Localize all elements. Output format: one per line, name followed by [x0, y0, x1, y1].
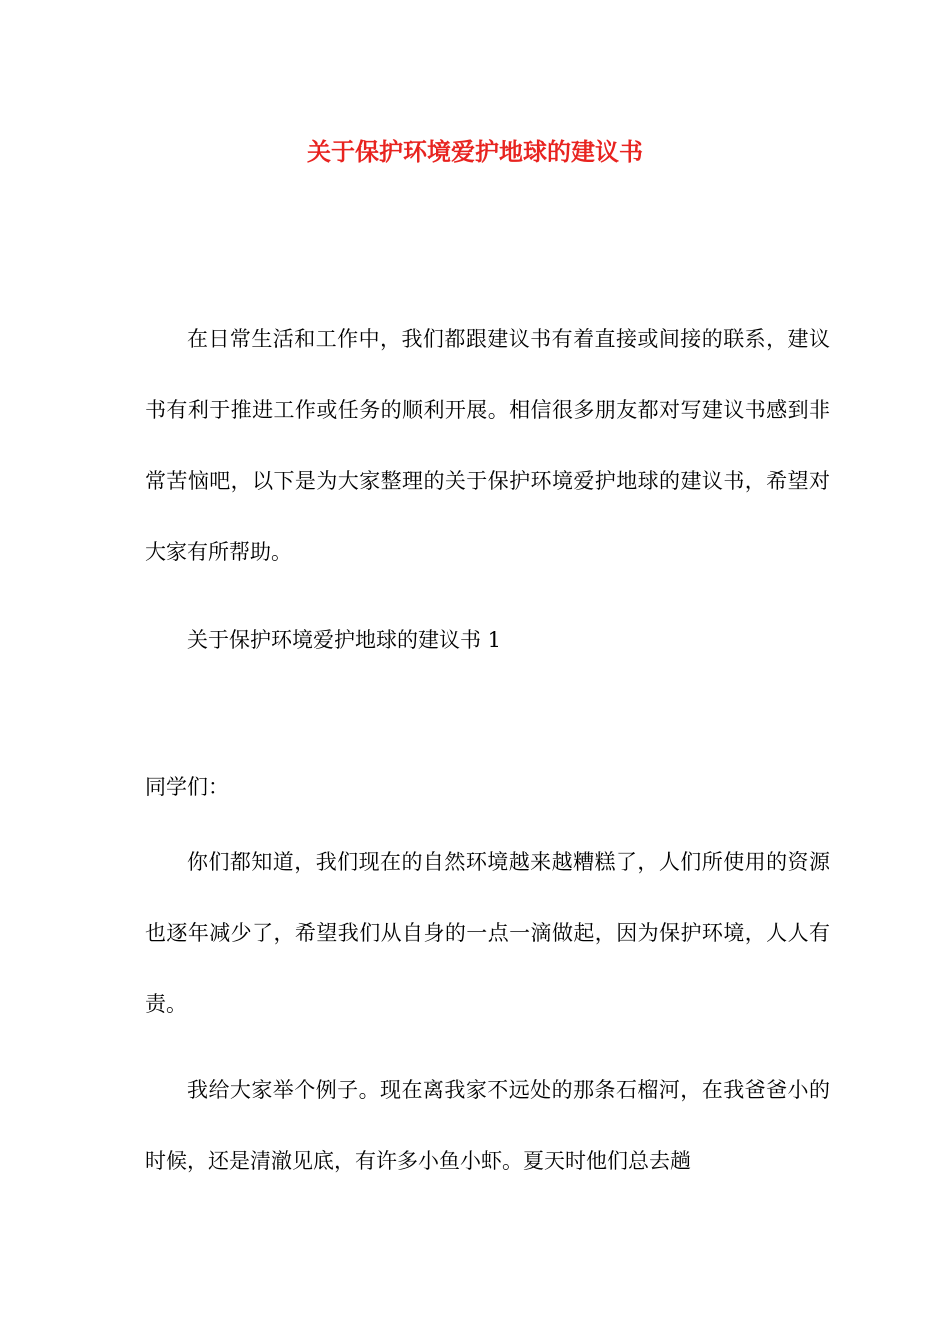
section-heading: 关于保护环境爱护地球的建议书 1 [187, 628, 502, 652]
intro-paragraph: 在日常生活和工作中，我们都跟建议书有着直接或间接的联系，建议书有利于推进工作或任务的顺利开展。相信很多朋友都对写建议书感到非常苦恼吧，以下是为大家整理的关于保护环境爱护地球的建议书，希望对大家有所帮助。 [145, 327, 830, 564]
salutation: 同学们： [145, 775, 229, 799]
body-paragraph-1: 你们都知道，我们现在的自然环境越来越糟糕了，人们所使用的资源也逐年减少了，希望我们从自身的一点一滴做起，因为保护环境，人人有责。 [145, 850, 830, 1016]
body-paragraph-2: 我给大家举个例子。现在离我家不远处的那条石榴河，在我爸爸小的时候，还是清澈见底，有许多小鱼小虾。夏天时他们总去趟 [145, 1078, 830, 1173]
document-title: 关于保护环境爱护地球的建议书 [307, 137, 643, 166]
